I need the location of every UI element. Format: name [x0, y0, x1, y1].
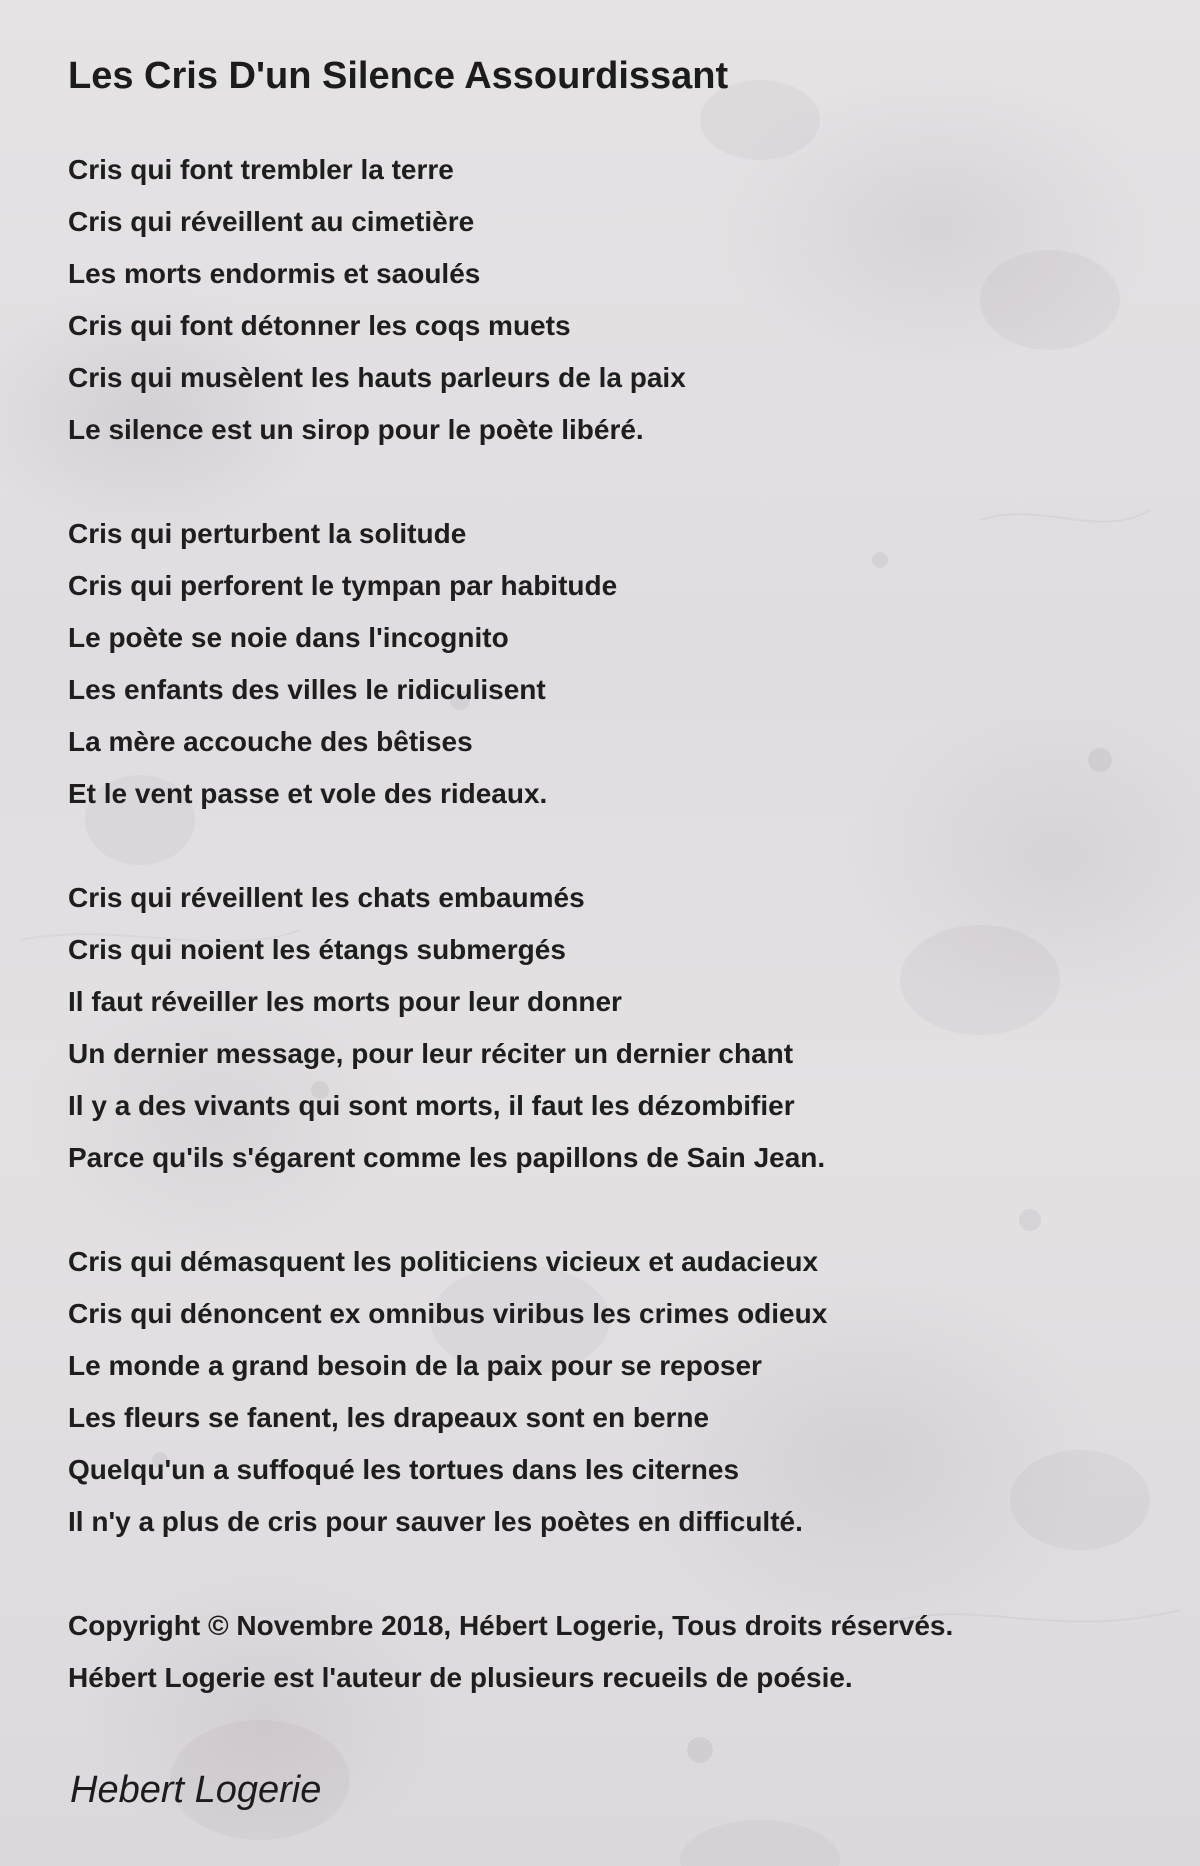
poem-title: Les Cris D'un Silence Assourdissant [68, 55, 729, 97]
poem-line: Cris qui perturbent la solitude [68, 518, 467, 549]
poem-line: Cris qui perforent le tympan par habitude [68, 570, 618, 601]
poem-line: Le monde a grand besoin de la paix pour se reposer [68, 1350, 762, 1381]
poem-line: Le poète se noie dans l'incognito [68, 622, 509, 653]
poem-line: Cris qui font détonner les coqs muets [68, 310, 571, 341]
poem-line: Il faut réveiller les morts pour leur donner [68, 986, 622, 1017]
poem-line: Cris qui démasquent les politiciens vicieux et audacieux [68, 1246, 819, 1277]
poem-line: Les fleurs se fanent, les drapeaux sont en berne [68, 1402, 710, 1433]
poem-line: Il n'y a plus de cris pour sauver les poètes en difficulté. [68, 1506, 803, 1537]
author-signature: Hebert Logerie [70, 1769, 322, 1811]
stanza-2 [68, 508, 1168, 820]
poem-line: Les morts endormis et saoulés [68, 258, 481, 289]
poem-line: Un dernier message, pour leur réciter un dernier chant [68, 1038, 794, 1069]
poem-line: Parce qu'ils s'égarent comme les papillons de Sain Jean. [68, 1142, 826, 1173]
poem-line: Cris qui réveillent les chats embaumés [68, 882, 585, 913]
poem-line: Cris qui font trembler la terre [68, 154, 454, 185]
copyright-notice [68, 1600, 1168, 1704]
poem-line: La mère accouche des bêtises [68, 726, 473, 757]
poem-line: Quelqu'un a suffoqué les tortues dans les citernes [68, 1454, 740, 1485]
poem-line: Il y a des vivants qui sont morts, il faut les dézombifier [68, 1090, 795, 1121]
stanza-4 [68, 1236, 1168, 1548]
stanza-1 [68, 144, 1168, 456]
poem-line: Et le vent passe et vole des rideaux. [68, 778, 548, 809]
poem-line: Cris qui réveillent au cimetière [68, 206, 475, 237]
poem-line: Les enfants des villes le ridiculisent [68, 674, 546, 705]
poem [68, 48, 1168, 1756]
poem-line: Cris qui dénoncent ex omnibus viribus les crimes odieux [68, 1298, 828, 1329]
copyright-line: Copyright © Novembre 2018, Hébert Logerie, Tous droits réservés. [68, 1610, 954, 1641]
poem-line: Cris qui noient les étangs submergés [68, 934, 566, 965]
poem-line: Cris qui musèlent les hauts parleurs de la paix [68, 362, 686, 393]
stanza-3 [68, 872, 1168, 1184]
author-bio-line: Hébert Logerie est l'auteur de plusieurs recueils de poésie. [68, 1662, 853, 1693]
poem-line: Le silence est un sirop pour le poète libéré. [68, 414, 644, 445]
